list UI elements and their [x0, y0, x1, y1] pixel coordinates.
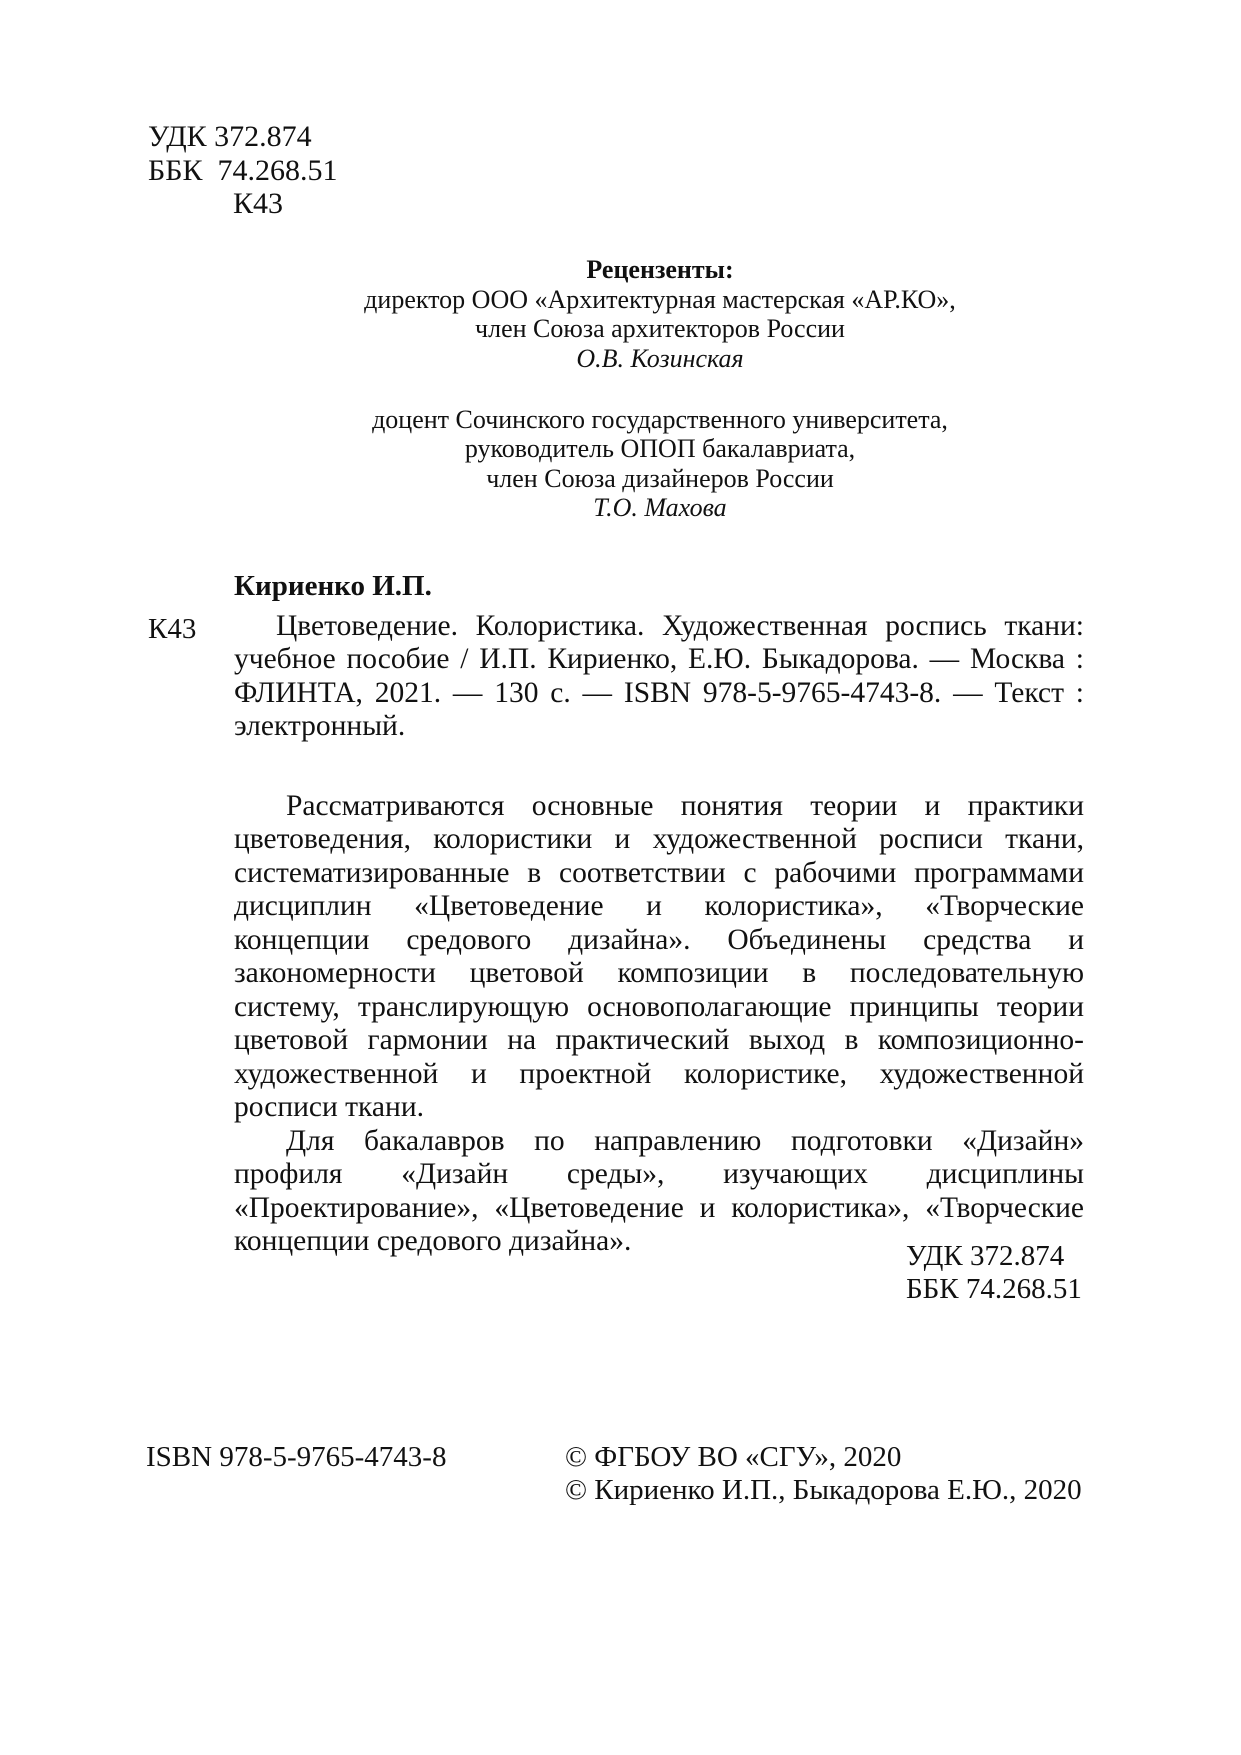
reviewer-2-membership: член Союза дизайнеров России [486, 463, 834, 493]
bottom-bbk-code: ББК 74.268.51 [906, 1272, 1082, 1305]
bottom-udk-code: УДК 372.874 [906, 1240, 1065, 1272]
annotation-audience: Для бакалавров по направлению подготовки «Дизайн» профиля «Дизайн среды», изучающих дисциплины «Проектирование», «Цветоведение и колористика», «Творческие концепции средового дизайна». [234, 1124, 1084, 1258]
cutter-code-top: К43 [233, 187, 284, 221]
reviewer-2-position: доцент Сочинского государственного университета, [372, 404, 948, 434]
bottom-classification-codes [906, 1240, 1082, 1306]
bibliographic-description: Цветоведение. Колористика. Художественная роспись ткани: учебное пособие / И.П. Кириенко, Е.Ю. Быкадорова. — Москва : ФЛИНТА, 2021. — 130 с. — ISBN 978-5-9765-4743-8. — Текст : электронный. [234, 610, 1084, 742]
udk-code: УДК 372.874 [148, 120, 312, 153]
annotation-paragraph: Рассматриваются основные понятия теории и практики цветоведения, колористики и художественной росписи ткани, систематизированные в соответствии с рабочими программами дисциплин «Цветоведение и колористика», «Творческие концепции средового дизайна». Объединены средства и закономерности цветовой композиции в последовательную систему, транслирующую основополагающие принципы теории цветовой гармонии на практический выход в композиционно-художественной и проектной колористике, художественной росписи ткани. [234, 790, 1084, 1124]
copyrights [565, 1441, 1082, 1507]
copyright-university: © ФГБОУ ВО «СГУ», 2020 [565, 1441, 902, 1473]
reviewer-2-role: руководитель ОПОП бакалавриата, [464, 434, 856, 464]
author-heading: Кириенко И.П. [234, 570, 432, 602]
bbk-code: ББК 74.268.51 [148, 153, 338, 187]
reviewer-2-name: Т.О. Махова [593, 493, 727, 523]
reviewer-1-membership: член Союза архитекторов России [475, 314, 845, 344]
reviewers-heading: Рецензенты: [586, 255, 734, 284]
reviewer-1-name: О.В. Козинская [576, 343, 744, 373]
classification-codes [148, 120, 337, 221]
copyright-authors: © Кириенко И.П., Быкадорова Е.Ю., 2020 [565, 1474, 1082, 1507]
reviewer-1-position: директор ООО «Архитектурная мастерская «АР.КО», [364, 284, 956, 314]
cutter-code: К43 [148, 613, 197, 645]
isbn: ISBN 978-5-9765-4743-8 [146, 1441, 447, 1473]
reviewers-block [250, 255, 1070, 523]
annotation [234, 790, 1084, 1259]
